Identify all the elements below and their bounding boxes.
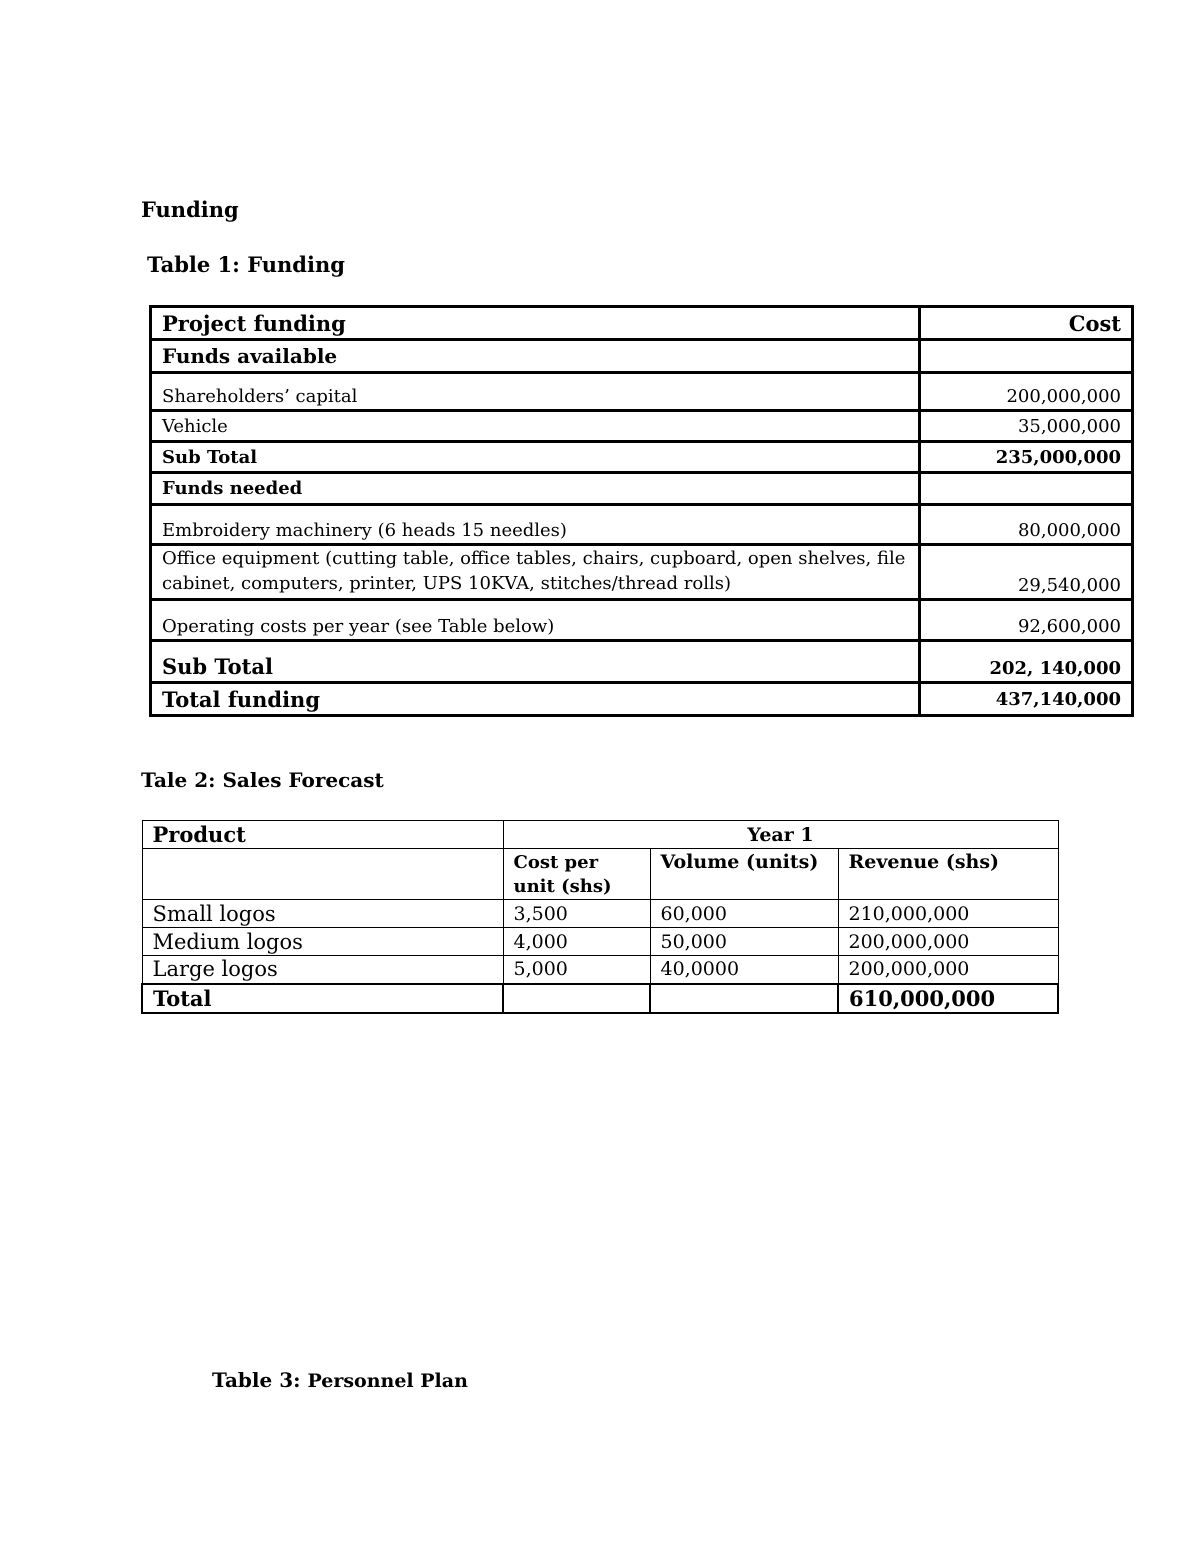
embroidery-label: Embroidery machinery (6 heads 15 needles)	[151, 505, 920, 545]
vehicle-label: Vehicle	[151, 411, 920, 442]
funds-needed-label: Funds needed	[151, 473, 920, 505]
office-label-line1: Office equipment (cutting table, office tables, chairs, cupboard, open shelves, file	[162, 548, 906, 569]
header-volume: Volume (units)	[650, 849, 838, 900]
office-label-line2: cabinet, computers, printer, UPS 10KVA, stitches/thread rolls)	[162, 573, 731, 594]
table-row	[151, 545, 1133, 600]
header-year: Year 1	[503, 821, 1058, 849]
total-funding-value: 437,140,000	[920, 683, 1133, 716]
operating-label: Operating costs per year (see Table below)	[151, 600, 920, 641]
operating-value: 92,600,000	[920, 600, 1133, 641]
sales-forecast-table	[141, 820, 1059, 1014]
table-row	[151, 340, 1133, 373]
subtotal1-value: 235,000,000	[920, 442, 1133, 473]
cost-cell: 5,000	[503, 956, 650, 984]
total-revenue: 610,000,000	[838, 984, 1058, 1013]
empty-cell	[142, 849, 503, 900]
shareholders-value: 200,000,000	[920, 373, 1133, 411]
product-cell: Small logos	[142, 900, 503, 928]
embroidery-value: 80,000,000	[920, 505, 1133, 545]
volume-cell: 40,0000	[650, 956, 838, 984]
table-row	[151, 683, 1133, 716]
table-row	[151, 411, 1133, 442]
volume-cell: 50,000	[650, 928, 838, 956]
shareholders-label: Shareholders’ capital	[151, 373, 920, 411]
subtotal1-label: Sub Total	[151, 442, 920, 473]
table-row	[142, 956, 1058, 984]
office-label	[151, 545, 920, 600]
table-row	[151, 641, 1133, 683]
total-funding-label: Total funding	[151, 683, 920, 716]
cost-cell: 3,500	[503, 900, 650, 928]
empty-cell	[920, 473, 1133, 505]
table3-caption	[212, 1368, 468, 1392]
total-label: Total	[142, 984, 503, 1013]
table-row	[151, 473, 1133, 505]
table3-caption-title: Personnel Plan	[307, 1370, 468, 1392]
empty-cell	[920, 340, 1133, 373]
cost-cell: 4,000	[503, 928, 650, 956]
table-row	[142, 821, 1058, 849]
product-cell: Large logos	[142, 956, 503, 984]
header-revenue: Revenue (shs)	[838, 849, 1058, 900]
header-product: Product	[142, 821, 503, 849]
table-row	[142, 984, 1058, 1013]
funding-table	[149, 305, 1134, 717]
empty-cell	[503, 984, 650, 1013]
subtotal2-label: Sub Total	[151, 641, 920, 683]
table-row	[151, 373, 1133, 411]
table-row	[142, 900, 1058, 928]
table-row	[151, 442, 1133, 473]
table-row	[142, 849, 1058, 900]
subtotal2-value: 202, 140,000	[920, 641, 1133, 683]
empty-cell	[650, 984, 838, 1013]
revenue-cell: 200,000,000	[838, 928, 1058, 956]
header-project-funding: Project funding	[151, 307, 920, 340]
revenue-cell: 200,000,000	[838, 956, 1058, 984]
table-row	[151, 600, 1133, 641]
table-row	[151, 307, 1133, 340]
table1-caption: Table 1: Funding	[147, 252, 345, 277]
section-heading: Funding	[141, 197, 239, 222]
product-cell: Medium logos	[142, 928, 503, 956]
header-cost-per-unit: Cost per unit (shs)	[503, 849, 650, 900]
table-row	[142, 928, 1058, 956]
header-cost: Cost	[920, 307, 1133, 340]
revenue-cell: 210,000,000	[838, 900, 1058, 928]
table2-caption: Tale 2: Sales Forecast	[141, 768, 384, 792]
table3-caption-prefix: Table 3:	[212, 1368, 301, 1392]
table-row	[151, 505, 1133, 545]
volume-cell: 60,000	[650, 900, 838, 928]
office-value: 29,540,000	[920, 545, 1133, 600]
funds-available-label: Funds available	[151, 340, 920, 373]
vehicle-value: 35,000,000	[920, 411, 1133, 442]
